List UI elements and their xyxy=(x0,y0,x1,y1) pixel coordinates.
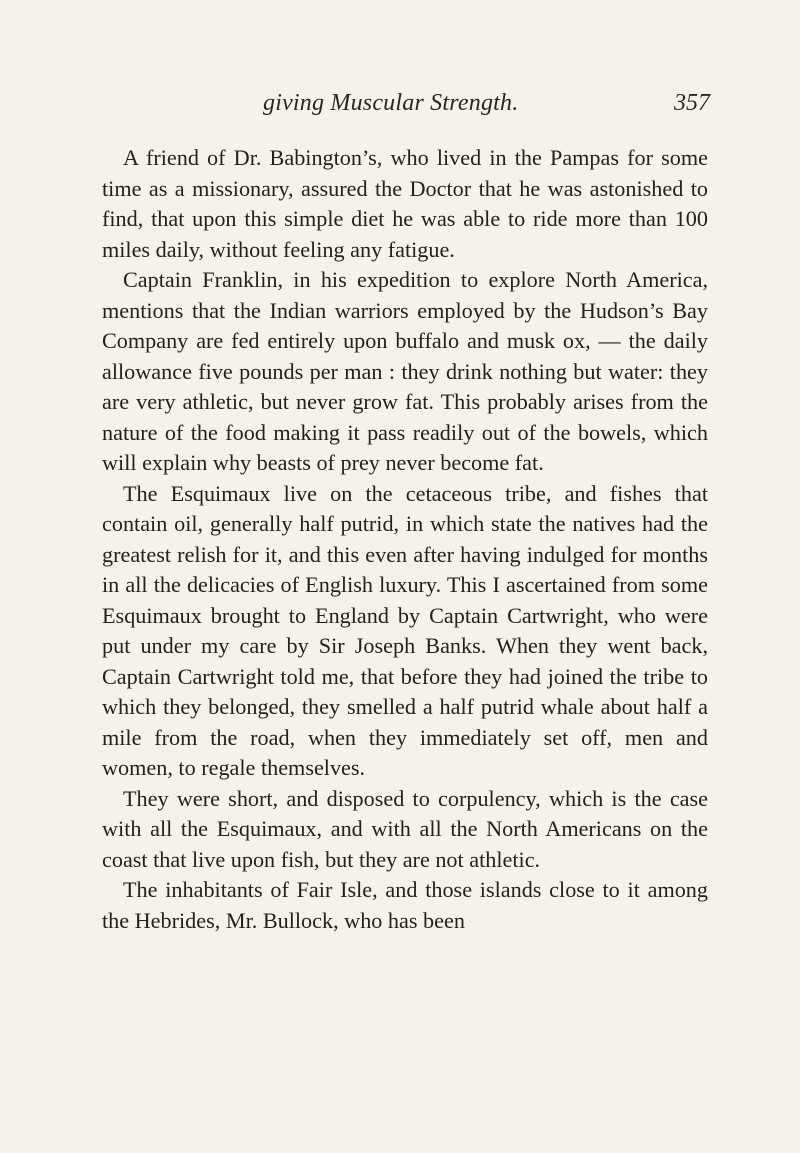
page-number: 357 xyxy=(674,90,710,116)
paragraph: A friend of Dr. Babington’s, who lived in the Pampas for some time as a missionary, assured the Doctor that he was astonished to find, that upon this simple diet he was able to ride more than 100 miles daily, without feeling any fatigue. xyxy=(102,145,708,262)
body-text xyxy=(102,143,708,936)
paragraph: The inhabitants of Fair Isle, and those islands close to it among the Hebrides, Mr. Bullock, who has been xyxy=(102,877,708,933)
paragraph: The Esquimaux live on the cetaceous tribe, and fishes that contain oil, generally half putrid, in which state the natives had the greatest relish for it, and this even after having indulged for months in all the delicacies of English luxury. This I ascertained from some Esquimaux brought to England by Captain Cartwright, who were put under my care by Sir Joseph Banks. When they went back, Captain Cartwright told me, that before they had joined the tribe to which they belonged, they smelled a half putrid whale about half a mile from the road, when they immediately set off, men and women, to regale themselves. xyxy=(102,480,708,780)
paragraph: Captain Franklin, in his expedition to explore North America, mentions that the Indian warriors employed by the Hudson’s Bay Company are fed entirely upon buffalo and musk ox, — the daily allowance five pounds per man : they drink nothing but water: they are very athletic, but never grow fat. This probably arises from the nature of the food making it pass readily out of the bowels, which will explain why beasts of prey never become fat. xyxy=(102,267,708,475)
running-title: giving Muscular Strength. xyxy=(263,90,519,116)
running-head xyxy=(105,90,710,130)
paragraph: They were short, and disposed to corpulency, which is the case with all the Esquimaux, and with all the North Americans on the coast that live upon fish, but they are not athletic. xyxy=(102,785,708,872)
